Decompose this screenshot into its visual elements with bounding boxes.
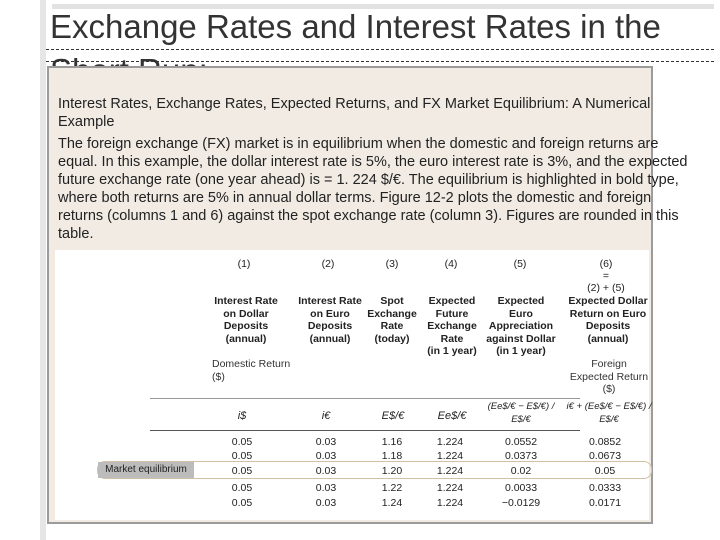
col-number-3: (3) (385, 258, 399, 270)
header-expected-dollar-return: Expected Dollar Return on Euro Deposits (annual) (568, 295, 648, 345)
slide-title: Exchange Rates and Interest Rates in the (50, 8, 661, 45)
intro-heading: Interest Rates, Exchange Rates, Expected Returns, and FX Market Equilibrium: A Numerical Example (58, 96, 651, 130)
cell-foreign-return: 0.0852 (588, 436, 622, 448)
symbol-dollar-rate: i$ (237, 410, 247, 422)
symbol-spot-rate: E$/€ (381, 410, 405, 422)
header-expected-rate: Expected Future Exchange Rate (in 1 year) (427, 295, 477, 357)
cell-dollar-rate: 0.05 (231, 497, 253, 509)
cell-dollar-rate: 0.05 (231, 465, 253, 477)
col6-formula: (2) + (5) (587, 282, 625, 294)
cell-expected-rate: 1.224 (436, 465, 464, 477)
table-row (0, 482, 720, 496)
table-row (0, 497, 720, 511)
header-expected-appreciation: Expected Euro Appreciation against Dollar (in 1 year) (486, 295, 556, 357)
cell-spot-rate: 1.18 (381, 450, 403, 462)
symbol-appreciation: (Ee$/€ − E$/€) / E$/€ (487, 401, 555, 425)
cell-foreign-return: 0.0673 (588, 450, 622, 462)
cell-expected-rate: 1.224 (436, 436, 464, 448)
table-row (0, 450, 720, 464)
table-row (0, 436, 720, 450)
cell-appreciation: 0.0552 (504, 436, 538, 448)
symbol-expected-rate: Ee$/€ (437, 410, 467, 422)
cell-euro-rate: 0.03 (315, 436, 337, 448)
col6-equals: = (602, 270, 610, 282)
equilibrium-label: Market equilibrium (98, 462, 194, 478)
cell-appreciation: −0.0129 (501, 497, 541, 509)
cell-spot-rate: 1.22 (381, 482, 403, 494)
cell-foreign-return: 0.0171 (588, 497, 622, 509)
col-number-2: (2) (321, 258, 335, 270)
header-dollar-rate: Interest Rate on Dollar Deposits (annual) (214, 295, 278, 345)
cell-euro-rate: 0.03 (315, 465, 337, 477)
intro-text (58, 95, 694, 247)
symbol-top-rule (150, 398, 580, 399)
col-number-4: (4) (444, 258, 458, 270)
cell-dollar-rate: 0.05 (231, 482, 253, 494)
col-number-6: (6) (599, 258, 613, 270)
cell-appreciation: 0.0373 (504, 450, 538, 462)
symbol-euro-rate: i€ (321, 410, 331, 422)
cell-appreciation: 0.02 (510, 465, 532, 477)
cell-spot-rate: 1.20 (381, 465, 403, 477)
foreign-return-label: Foreign Expected Return ($) (569, 358, 649, 395)
col-number-1: (1) (237, 258, 251, 270)
cell-euro-rate: 0.03 (315, 497, 337, 509)
domestic-return-label: Domestic Return ($) (212, 358, 291, 383)
cell-dollar-rate: 0.05 (231, 436, 253, 448)
table-header-rule (150, 430, 580, 431)
cell-euro-rate: 0.03 (315, 482, 337, 494)
cell-expected-rate: 1.224 (436, 497, 464, 509)
cell-expected-rate: 1.224 (436, 482, 464, 494)
cell-foreign-return: 0.0333 (588, 482, 622, 494)
col-number-5: (5) (513, 258, 527, 270)
cell-expected-rate: 1.224 (436, 450, 464, 462)
fx-table (55, 250, 649, 520)
intro-body: The foreign exchange (FX) market is in equilibrium when the domestic and foreign returns are equal. In this example, the dollar interest rate is 5%, the euro interest rate is 3%, and the expected future exchange rate (one year ahead) is = 1. 224 $/€. The equilibrium is highlighted in bold type, where both returns are 5% in annual dollar terms. Figure 12-2 plots the domestic and foreign returns (columns 1 and 6) against the spot exchange rate (column 3). Figures are rounded in this table. (58, 136, 688, 242)
cell-dollar-rate: 0.05 (231, 450, 253, 462)
cell-appreciation: 0.0033 (504, 482, 538, 494)
cell-euro-rate: 0.03 (315, 450, 337, 462)
header-spot-rate: Spot Exchange Rate (today) (367, 295, 417, 345)
cell-foreign-return: 0.05 (594, 465, 616, 477)
table-row-equilibrium (0, 465, 720, 479)
cell-spot-rate: 1.16 (381, 436, 403, 448)
symbol-foreign-return: i€ + (Ee$/€ − E$/€) / E$/€ (566, 401, 652, 425)
header-euro-rate: Interest Rate on Euro Deposits (annual) (298, 295, 362, 345)
cell-spot-rate: 1.24 (381, 497, 403, 509)
